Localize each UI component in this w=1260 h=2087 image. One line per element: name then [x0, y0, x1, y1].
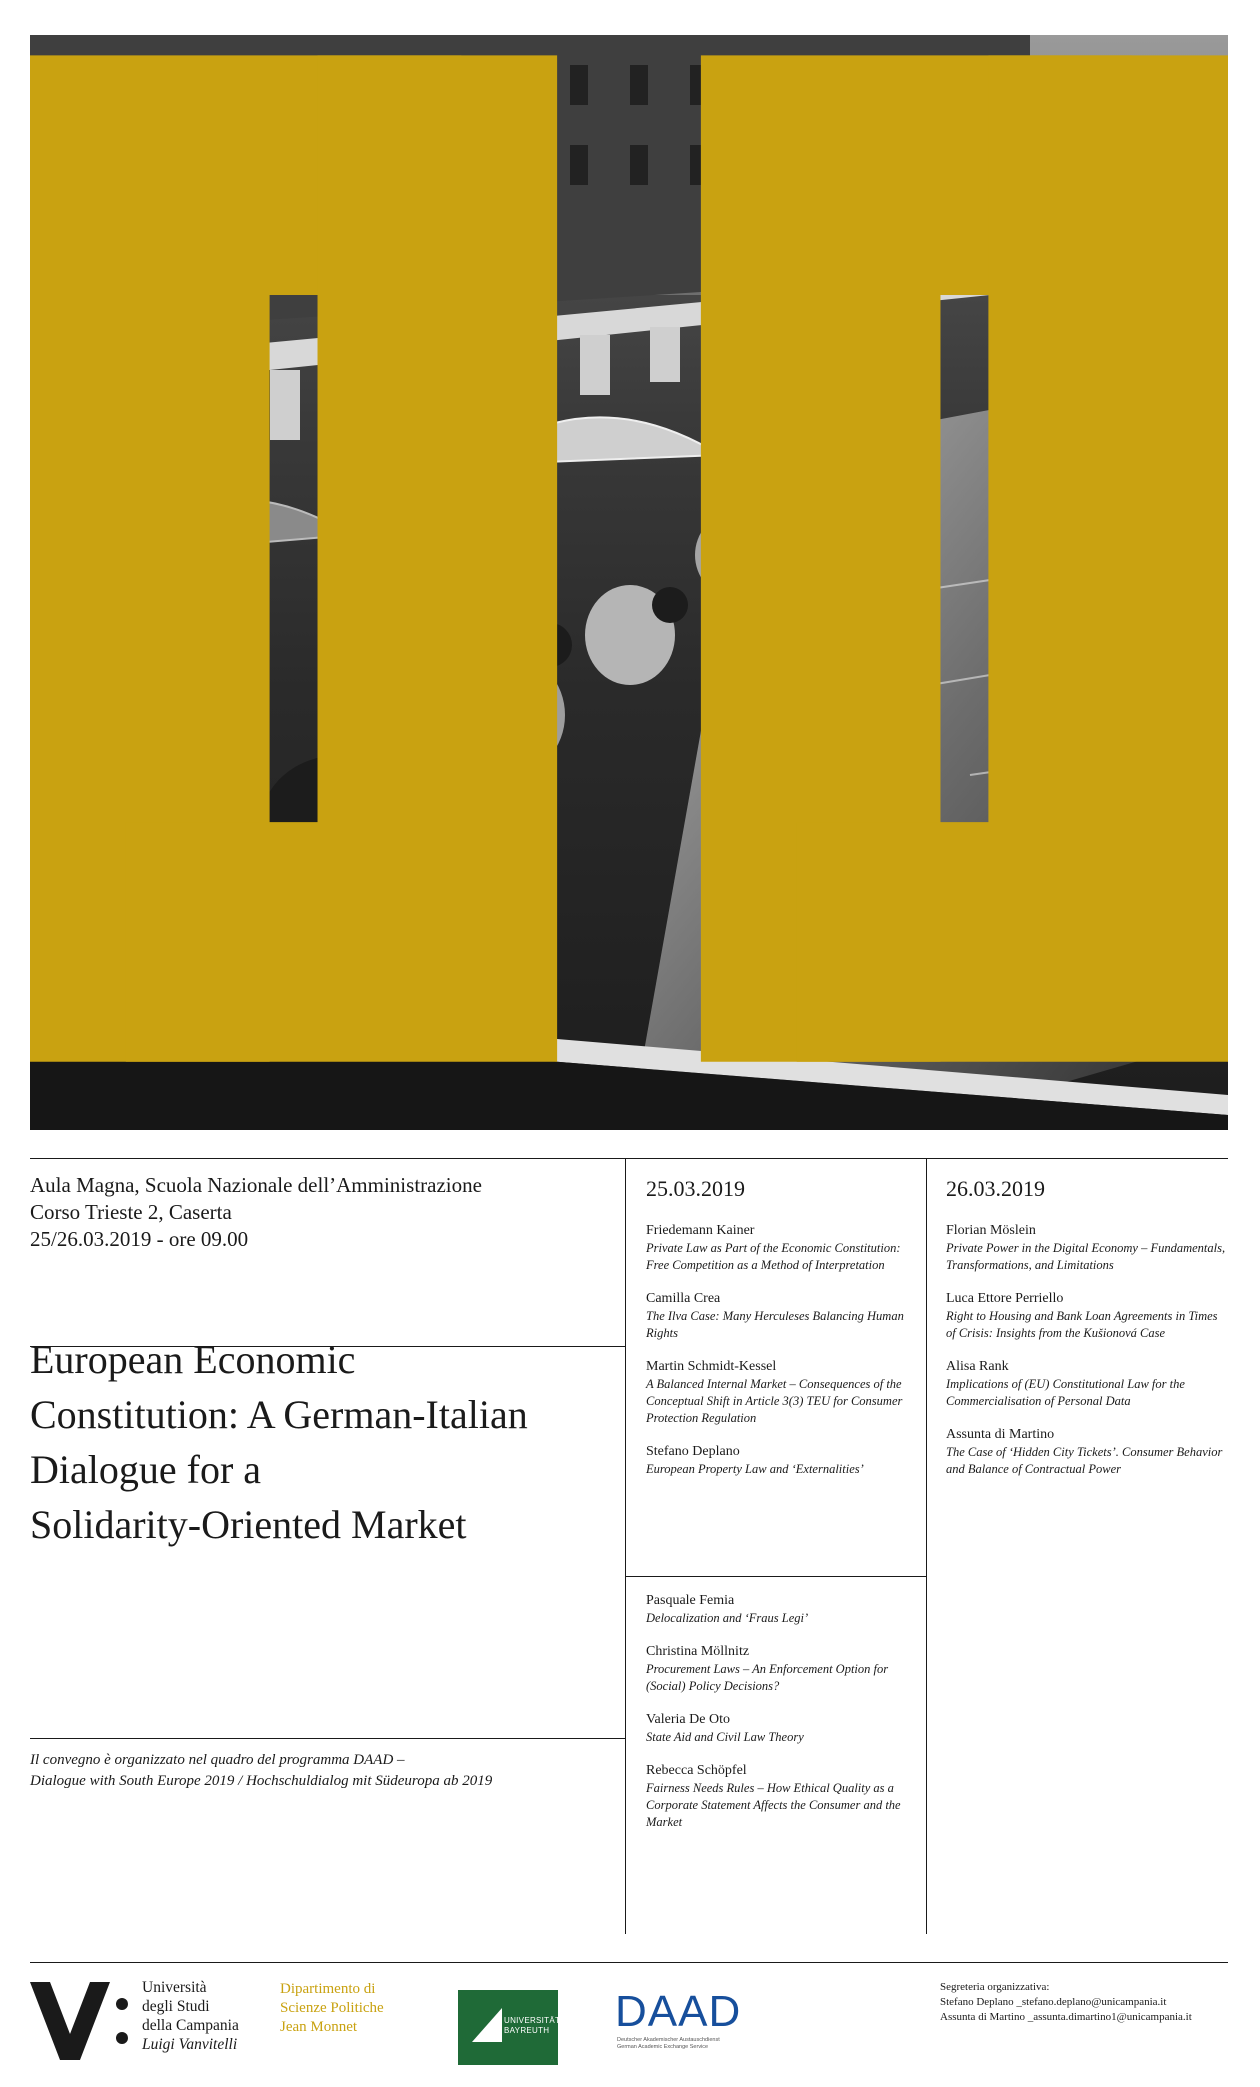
- venue-address: Corso Trieste 2, Caserta: [30, 1200, 232, 1224]
- top-divider: [30, 1158, 1228, 1159]
- daad-subtitle: [617, 2037, 720, 2051]
- venue-info: [30, 1172, 610, 1253]
- day1-session1: [646, 1222, 926, 1494]
- talk-topic: The Case of ‘Hidden City Tickets’. Consumer Behavior and Balance of Contractual Power: [946, 1445, 1223, 1476]
- talk-topic: A Balanced Internal Market – Consequences of the Conceptual Shift in Article 3(3) TEU for Consumer Protection Regulation: [646, 1377, 903, 1425]
- talk-topic: Procurement Laws – An Enforcement Option for (Social) Policy Decisions?: [646, 1662, 889, 1693]
- speaker-name: Christina Möllnitz: [646, 1644, 750, 1659]
- department-line: Dipartimento di: [280, 1981, 376, 1997]
- speaker-name: Luca Ettore Perriello: [946, 1291, 1064, 1306]
- session-divider: [625, 1576, 926, 1577]
- column-divider-2: [926, 1158, 927, 1934]
- bayreuth-line: UNIVERSITÄT: [504, 2016, 561, 2025]
- contact-line[interactable]: Stefano Deplano _stefano.deplano@unicampania.it: [940, 1996, 1167, 2008]
- talk-item: [646, 1222, 926, 1274]
- speaker-name: Friedemann Kainer: [646, 1223, 755, 1238]
- day1-date: 25.03.2019: [646, 1176, 745, 1201]
- day2-session1: [946, 1222, 1228, 1494]
- talk-item: [646, 1643, 926, 1695]
- talk-item: [646, 1290, 926, 1342]
- organizer-note-line: Dialogue with South Europe 2019 / Hochschuldialog mit Südeuropa ab 2019: [30, 1773, 493, 1789]
- daad-logo: DAAD: [615, 1987, 742, 2036]
- day1-session2: [646, 1592, 926, 1847]
- speaker-name: Valeria De Oto: [646, 1712, 730, 1727]
- contacts-label: Segreteria organizzativa:: [940, 1981, 1050, 1993]
- talk-item: [646, 1762, 926, 1831]
- title-line: Constitution: A German-Italian: [30, 1392, 528, 1437]
- talk-topic: Delocalization and ‘Fraus Legi’: [646, 1611, 809, 1625]
- department-name: [280, 1980, 384, 2037]
- speaker-name: Assunta di Martino: [946, 1427, 1055, 1442]
- talk-item: [646, 1592, 926, 1627]
- talk-item: [946, 1426, 1228, 1478]
- talk-topic: Private Power in the Digital Economy – Fundamentals, Transformations, and Limitations: [946, 1241, 1226, 1272]
- university-name: [142, 1978, 239, 2054]
- talk-item: [646, 1443, 926, 1478]
- talk-item: [646, 1711, 926, 1746]
- bayreuth-emblem-icon: [472, 2008, 502, 2042]
- talk-item: [646, 1358, 926, 1427]
- department-line: Scienze Politiche: [280, 2000, 384, 2016]
- talk-item: [946, 1222, 1228, 1274]
- closing-quote-mark: [30, 35, 1228, 1130]
- daad-subtitle-line: German Academic Exchange Service: [617, 2044, 709, 2050]
- venue-hall: Aula Magna, Scuola Nazionale dell’Amministrazione: [30, 1173, 482, 1197]
- talk-topic: Right to Housing and Bank Loan Agreements in Times of Crisis: Insights from the Kušionová Case: [946, 1309, 1218, 1340]
- daad-subtitle-line: Deutscher Akademischer Austauschdienst: [617, 2037, 720, 2043]
- title-divider: [30, 1738, 625, 1739]
- day2-date: 26.03.2019: [946, 1176, 1045, 1201]
- speaker-name: Florian Möslein: [946, 1223, 1036, 1238]
- university-name-line: della Campania: [142, 2017, 239, 2034]
- university-name-line: degli Studi: [142, 1998, 210, 2015]
- organizing-contacts: [940, 1980, 1192, 2025]
- bayreuth-line: BAYREUTH: [504, 2026, 550, 2035]
- talk-topic: European Property Law and ‘Externalities’: [646, 1462, 864, 1476]
- speaker-name: Stefano Deplano: [646, 1444, 740, 1459]
- talk-topic: Fairness Needs Rules – How Ethical Quality as a Corporate Statement Affects the Consumer and the Market: [646, 1781, 901, 1829]
- talk-topic: The Ilva Case: Many Herculeses Balancing Human Rights: [646, 1309, 904, 1340]
- speaker-name: Camilla Crea: [646, 1291, 721, 1306]
- department-line: Jean Monnet: [280, 2019, 358, 2035]
- title-line: Solidarity-Oriented Market: [30, 1502, 467, 1547]
- talk-topic: State Aid and Civil Law Theory: [646, 1730, 804, 1744]
- footer-divider: [30, 1962, 1228, 1963]
- title-line: European Economic: [30, 1337, 356, 1382]
- university-name-line: Luigi Vanvitelli: [142, 2036, 238, 2053]
- talk-topic: Implications of (EU) Constitutional Law for the Commercialisation of Personal Data: [946, 1377, 1185, 1408]
- conference-title: [30, 1332, 620, 1552]
- speaker-name: Alisa Rank: [946, 1359, 1009, 1374]
- organizer-note-line: Il convegno è organizzato nel quadro del programma DAAD –: [30, 1752, 405, 1768]
- university-name-line: Università: [142, 1979, 207, 1996]
- bayreuth-logo: [458, 1990, 561, 2065]
- vanvitelli-v-logo: [30, 1982, 130, 2062]
- talk-item: [946, 1290, 1228, 1342]
- talk-topic: Private Law as Part of the Economic Constitution: Free Competition as a Method of Interpretation: [646, 1241, 901, 1272]
- speaker-name: Pasquale Femia: [646, 1593, 735, 1608]
- talk-item: [946, 1358, 1228, 1410]
- column-divider-1: [625, 1158, 626, 1934]
- speaker-name: Martin Schmidt-Kessel: [646, 1359, 777, 1374]
- bayreuth-wordmark: [504, 2016, 560, 2036]
- contact-line[interactable]: Assunta di Martino _assunta.dimartino1@unicampania.it: [940, 2011, 1192, 2023]
- title-line: Dialogue for a: [30, 1447, 262, 1492]
- speaker-name: Rebecca Schöpfel: [646, 1763, 747, 1778]
- venue-datetime: 25/26.03.2019 - ore 09.00: [30, 1227, 249, 1251]
- organizer-note: [30, 1750, 620, 1792]
- hero-photo: [30, 35, 1228, 1130]
